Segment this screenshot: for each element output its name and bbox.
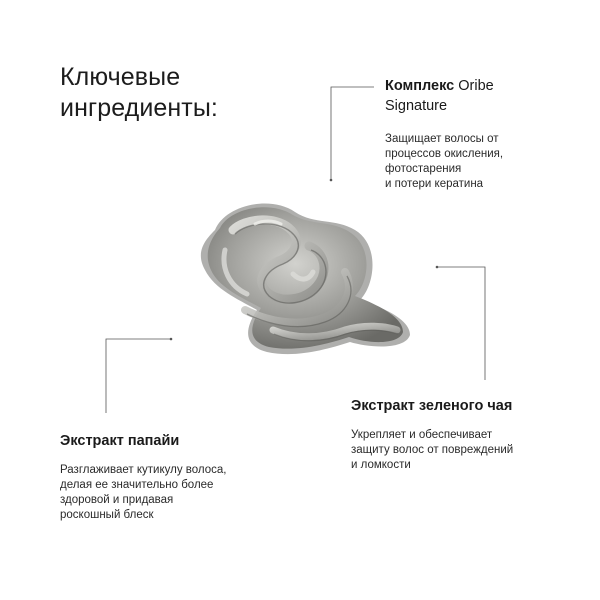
ingredient-oribe-title-rest: Oribe: [454, 78, 494, 94]
ingredient-papaya-title: [60, 432, 280, 451]
ingredient-green-tea: [351, 397, 571, 473]
leader-dot-papaya: [170, 338, 173, 341]
ingredient-papaya-desc-line: Разглаживает кутикулу волоса,: [60, 464, 227, 476]
ingredient-papaya: [60, 432, 280, 523]
heading-line-1: Ключевые: [60, 63, 181, 91]
ingredient-oribe-desc-line: фотостарения: [385, 163, 462, 175]
ingredient-oribe-desc-line: процессов окисления,: [385, 148, 504, 160]
leader-dot-oribe: [330, 179, 333, 182]
ingredient-green-tea-description: [351, 428, 571, 473]
ingredient-oribe-description: [385, 132, 575, 192]
ingredient-green-tea-desc-line: Укрепляет и обеспечивает: [351, 429, 493, 441]
leader-line-tea: [437, 267, 485, 380]
ingredient-papaya-desc-line: делая ее значительно более: [60, 479, 214, 491]
cream-swirl-image: [185, 190, 420, 370]
leader-dot-tea: [436, 266, 439, 269]
ingredient-green-tea-desc-line: и ломкости: [351, 459, 411, 471]
ingredient-green-tea-desc-line: защиту волос от повреждений: [351, 444, 514, 456]
ingredient-oribe-desc-line: и потери кератина: [385, 178, 484, 190]
ingredient-papaya-desc-line: здоровой и придавая: [60, 494, 174, 506]
ingredient-oribe-desc-line: Защищает волосы от: [385, 133, 499, 145]
ingredient-oribe-title: [385, 76, 575, 116]
ingredient-green-tea-title-text: Экстракт зеленого чая: [351, 398, 513, 414]
ingredient-green-tea-title: [351, 397, 571, 416]
ingredient-papaya-description: [60, 463, 280, 523]
leader-line-oribe: [331, 87, 374, 180]
ingredient-oribe-title-bold: Комплекс: [385, 78, 455, 94]
ingredient-oribe-complex: [385, 76, 575, 192]
ingredient-papaya-title-text: Экстракт папайи: [60, 433, 180, 449]
ingredient-papaya-desc-line: роскошный блеск: [60, 509, 154, 521]
heading-line-2: ингредиенты:: [60, 94, 218, 122]
ingredient-oribe-title-line2: Signature: [385, 98, 448, 114]
leader-line-papaya: [106, 339, 171, 413]
